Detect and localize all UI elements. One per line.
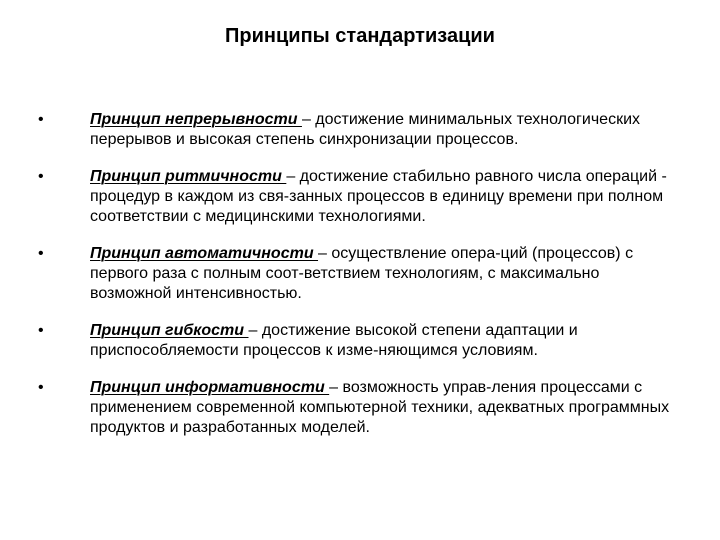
list-item bbox=[0, 378, 720, 438]
list-item bbox=[0, 167, 720, 227]
principle-term: Принцип информативности bbox=[90, 379, 330, 396]
principle-text bbox=[90, 321, 675, 361]
bullet-icon: • bbox=[38, 245, 44, 262]
bullet-icon: • bbox=[38, 379, 44, 396]
bullet-icon: • bbox=[38, 168, 44, 185]
principle-description: – возможность управ-ления процессами с применением современной компьютерной техники, адекватных программных продуктов и разработанных моделей. bbox=[90, 379, 670, 436]
principle-text bbox=[90, 110, 675, 150]
bullet-icon: • bbox=[38, 111, 44, 128]
principle-text bbox=[90, 378, 675, 438]
principle-text bbox=[90, 167, 675, 227]
principle-description: – осуществление опера-ций (процессов) с первого раза с полным соот-ветствием технологиям, с максимально возможной интенсивностью. bbox=[90, 245, 634, 302]
principle-description: – достижение высокой степени адаптации и приспособляемости процессов к изме-няющимся условиям. bbox=[90, 322, 578, 359]
principle-list bbox=[0, 110, 720, 455]
page-title: Принципы стандартизации bbox=[225, 25, 495, 47]
principle-term: Принцип гибкости bbox=[90, 322, 249, 339]
principle-term: Принцип автоматичности bbox=[90, 245, 319, 262]
principle-text bbox=[90, 244, 675, 304]
principle-term: Принцип непрерывности bbox=[90, 111, 302, 128]
bullet-icon: • bbox=[38, 322, 44, 339]
list-item bbox=[0, 110, 720, 150]
principle-description: – достижение стабильно равного числа операций - процедур в каждом из свя-занных процессов в единицу времени при полном соответствии с медицинскими технологиями. bbox=[90, 168, 667, 225]
list-item bbox=[0, 244, 720, 304]
list-item bbox=[0, 321, 720, 361]
principle-description: – достижение минимальных технологических перерывов и высокая степень синхронизации процессов. bbox=[90, 111, 640, 148]
principle-term: Принцип ритмичности bbox=[90, 168, 287, 185]
